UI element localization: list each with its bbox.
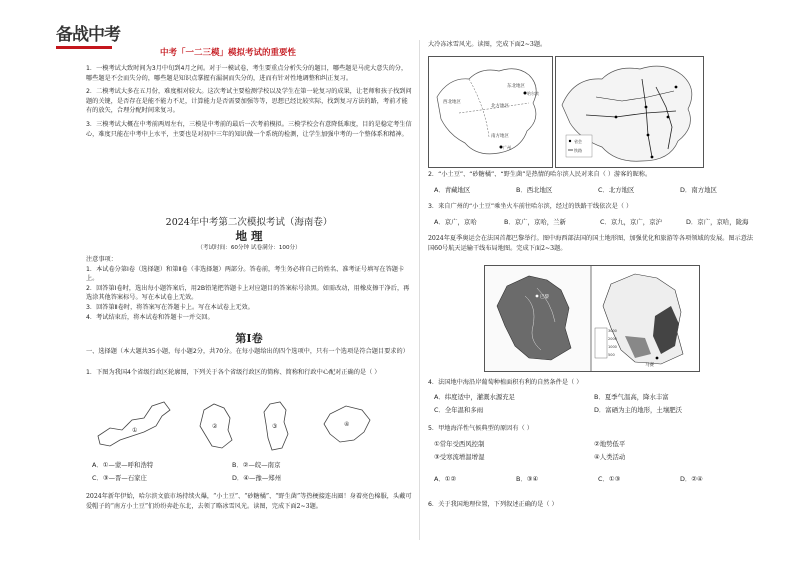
banner-title: 中考「一二三模」模拟考试的重要性 <box>160 48 297 58</box>
notice-1: 1．本试卷分第Ⅰ卷（选择题）和第Ⅱ卷（非选择题）两部分。答卷前，考生务必将自己的姓名、准考证号填写在答题卡上。 <box>86 265 405 283</box>
scale-2000: 2000 <box>608 337 617 341</box>
intro-paragraph-3: 3．三模考试大概在中考前两周左右，三模是中考前的最后一次考前模拟。三模学校会有意降低难度，目的是稳定考生信心，难度只能在中考中上水平，主要也是对初中三年的知识做一个系统的检测，让学生加强中考的一个整体系和精神。 <box>86 120 412 138</box>
q4-option-b[interactable]: B．夏季气温高，降水丰富 <box>594 393 669 401</box>
q3-option-c[interactable]: C．京九，京广，京沪 <box>600 218 662 226</box>
china-railway-map <box>555 56 704 168</box>
q5-option-b[interactable]: B．③④ <box>516 475 539 483</box>
label-marseille: 马赛 <box>645 363 654 368</box>
france-map-svg <box>485 266 699 371</box>
notice-label: 注意事项： <box>86 256 117 263</box>
label-northeast: 东北地区 <box>507 84 525 89</box>
q5-item-4: ④人类活动 <box>594 453 626 461</box>
q3-option-b[interactable]: B．京广，京哈，兰新 <box>504 218 566 226</box>
question-3-text: 3．来自广州的“小土豆”乘坐火车前往哈尔滨，经过的铁路干线依次是（ ） <box>428 203 633 210</box>
q5-item-2: ②地势低平 <box>594 440 626 448</box>
q1-option-a[interactable]: A．①—蒙—呼和浩特 <box>92 461 154 469</box>
q1-option-c[interactable]: C．③—晋—石家庄 <box>92 474 147 482</box>
intro-paragraph-2: 2．二模考试大多在五月份，难度相对较大。这次考试主要检测学校以及学生在第一轮复习的成果，让老师和孩子找到问题的关键，是否存在是能不能力不足，计算能力是否需要加强等等，思想已经比较实际，找到复习方法的路，考前才能有的放矢，合理分配时间来复习。 <box>86 88 412 115</box>
intro-block <box>86 64 412 139</box>
q4-option-d[interactable]: D．富硒为主的地形，土壤肥沃 <box>594 406 682 414</box>
q4-option-a[interactable]: A．纬度适中，灌溉水源充足 <box>434 393 516 401</box>
q5-option-a[interactable]: A．①② <box>434 475 457 483</box>
question-2-options <box>434 186 758 195</box>
province-outline-1 <box>98 402 170 446</box>
scale-3000: 3000 <box>608 329 617 333</box>
france-map-group <box>484 265 700 372</box>
q2-option-a[interactable]: A．青藏地区 <box>434 186 471 194</box>
logo <box>56 20 126 50</box>
map-label-2: ② <box>212 423 218 430</box>
logo-text: 备战中考 <box>56 25 120 45</box>
question-1-options <box>92 461 412 483</box>
question-5-options <box>434 475 758 484</box>
china-railway-svg <box>556 57 703 167</box>
part-title: 第Ⅰ卷 <box>235 332 263 345</box>
china-region-map <box>428 56 553 168</box>
notice-3: 3．回答第Ⅱ卷时，将答案写在答题卡上。写在本试卷上无效。 <box>86 303 254 311</box>
china-region-svg <box>429 57 552 167</box>
label-guangzhou: 广州 <box>503 145 511 150</box>
paragraph-harbin: 2024年新年伊始，哈尔滨文旅市场持续火爆，“小土豆”、“砂糖橘”、“野生菌”等热梗接连出圈！身着亮色棉服，头戴可爱帽子的“南方小土豆”们纷纷奔赴东北，去领了略冰雪风光。读图，完成下面2~3题。 <box>86 493 412 510</box>
q4-option-c[interactable]: C．全年温和多雨 <box>434 406 484 414</box>
label-northwest: 西北地区 <box>443 100 461 105</box>
legend-railway: 铁路 <box>574 148 582 153</box>
scale-1000: 1000 <box>608 345 617 349</box>
section-intro: 一、选择题（本大题共35小题，每小题2分，共70分。在每小题给出的四个选项中，只有一个选项是符合题目要求的） <box>86 348 409 355</box>
notice-2: 2．回答第Ⅰ卷时，选出每小题答案后，用2B铅笔把答题卡上对应题目的答案标号涂黑。如需改动，用橡皮擦干净后，再选涂其他答案标号。写在本试卷上无效。 <box>86 284 410 302</box>
q2-option-d[interactable]: D．南方地区 <box>680 186 717 194</box>
legend-capital: 省会 <box>574 139 582 144</box>
q1-option-d[interactable]: D．④—豫—郑州 <box>232 474 281 482</box>
q1-option-b[interactable]: B．②—皖—南京 <box>232 461 281 469</box>
intro-paragraph-1: 1．一模考试大致时间为3月中旬到4月之间。对于一模试卷，考生要重点分析失分的题目，哪些题是马虎大意失的分，哪些题是不会而失分的，哪些题是知识点掌握有漏洞而失分的，进而有针对性地调整和纠正复习。 <box>86 65 408 82</box>
question-5-text: 5．甲地海洋性气候典型的原因有（ ） <box>428 425 533 432</box>
label-north: 北方地区 <box>491 104 509 109</box>
question-4-text: 4．法国地中海沿岸葡萄种植面积有利的自然条件是（ ） <box>428 379 583 386</box>
q5-item-3: ③受寒流增温增湿 <box>434 453 485 461</box>
q2-option-c[interactable]: C．北方地区 <box>598 186 635 194</box>
q5-item-1: ①常年受西风控制 <box>434 440 485 448</box>
label-harbin: 哈尔滨 <box>527 91 539 96</box>
question-2-text: 2．“小土豆”、“砂糖橘”、“野生菌”是热情的哈尔滨人民对来自（ ）游客的昵称。 <box>428 171 652 178</box>
question-5-items <box>434 440 758 462</box>
right-intro: 大冷冻冰雪风光。读图，完成下面2~3题。 <box>428 41 547 48</box>
label-paris: 巴黎 <box>540 295 549 300</box>
question-4-options <box>434 393 758 415</box>
notice-4: 4．考试结束后，将本试卷和答题卡一并交回。 <box>86 313 214 321</box>
notice-block <box>86 255 412 322</box>
question-3-options <box>434 218 758 227</box>
exam-title: 2024年中考第二次模拟考试（海南卷） <box>165 217 333 228</box>
map-label-3: ③ <box>272 423 278 430</box>
map-label-4: ④ <box>344 421 350 428</box>
map-label-1: ① <box>132 427 138 434</box>
label-south: 南方地区 <box>491 134 509 139</box>
scale-500: 500 <box>608 353 615 357</box>
q5-option-d[interactable]: D．②④ <box>680 475 703 483</box>
q2-option-b[interactable]: B．西北地区 <box>516 186 553 194</box>
logo-underline-icon <box>56 46 112 49</box>
paragraph-paris: 2024年夏季奥运会在法国首都巴黎举行。图中海西部法国的国土地形图，加强优化和旅游等各项领域的发展。图示意法国60号航天运输干线布局地图。完成下面2~3题。 <box>428 235 754 252</box>
question-6-text: 6．关于我国地理位置，下列叙述正确的是（ ） <box>428 501 558 508</box>
subject-title: 地 理 <box>235 229 263 243</box>
province-outline-maps <box>92 396 412 458</box>
time-info: （考试时间：60分钟 试卷满分：100分） <box>197 245 301 251</box>
q3-option-a[interactable]: A．京广，京哈 <box>434 218 477 226</box>
column-divider <box>419 40 420 540</box>
question-1-text: 1．下图为我国4个省级行政区轮廓图，下列关于各个省级行政区的简称、简称和行政中心配对正确的是（ ） <box>86 369 381 376</box>
q3-option-d[interactable]: D．京广，京哈，陇海 <box>686 218 749 226</box>
q5-option-c[interactable]: C．①③ <box>598 475 621 483</box>
